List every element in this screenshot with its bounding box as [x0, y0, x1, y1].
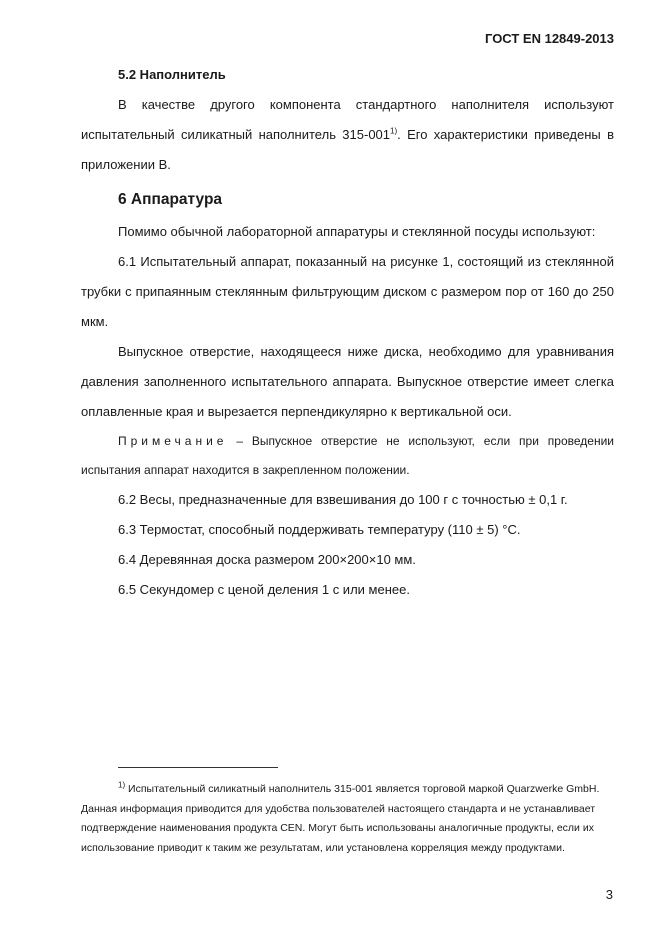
section-5-2-paragraph: [81, 90, 614, 180]
footnote-divider: [118, 767, 278, 768]
filler-text-b: . Его характеристики приведены в приложении В.: [81, 127, 615, 172]
note-text: – Выпускное отверстие не используют, если при проведении испытания аппарат находится в закрепленном положении.: [81, 434, 614, 477]
note-label: Примечание: [118, 434, 228, 448]
section-6-intro: Помимо обычной лабораторной аппаратуры и стеклянной посуды используют:: [118, 224, 596, 239]
document-code: ГОСТ EN 12849-2013: [485, 31, 614, 46]
section-5-2-title: 5.2 Наполнитель: [118, 67, 226, 82]
paragraph-6-3: 6.3 Термостат, способный поддерживать температуру (110 ± 5) °С.: [118, 522, 521, 537]
filler-text-a: В качестве другого компонента стандартного наполнителя используют испытательный силикатный наполнитель 315-001: [81, 97, 614, 142]
section-6-title: 6 Аппаратура: [118, 191, 223, 208]
paragraph-6-4: 6.4 Деревянная доска размером 200×200×10 мм.: [118, 552, 416, 567]
outlet-paragraph: Выпускное отверстие, находящееся ниже диска, необходимо для уравнивания давления заполненного испытательного аппарата. Выпускное отверстие имеет слегка оплавленные края и вырезается перпендикулярно к вертикальной оси.: [81, 344, 614, 419]
document-body: [81, 60, 614, 605]
note-paragraph: [81, 427, 614, 485]
page-number: 3: [605, 887, 613, 902]
footnote-ref: 1): [390, 126, 398, 136]
paragraph-6-1: 6.1 Испытательный аппарат, показанный на рисунке 1, состоящий из стеклянной трубки с припаянным стеклянным фильтрующим диском с размером пор от 160 до 250 мкм.: [81, 254, 614, 329]
footnote-paragraph: [81, 780, 614, 858]
footnote-text: Испытательный силикатный наполнитель 315-001 является торговой маркой Quarzwerke GmbH. Данная информация приводится для удобства пользователей настоящего стандарта и не устанавливает подтверждение наименования продукта CEN. Могут быть использованы аналогичные продукты, если их использование приводит к таким же результатам, или установлена корреляция между продуктами.: [81, 783, 600, 854]
footnote-marker: 1): [118, 780, 126, 790]
paragraph-6-5: 6.5 Секундомер с ценой деления 1 с или менее.: [118, 582, 410, 597]
footnote: [81, 780, 614, 858]
paragraph-6-2: 6.2 Весы, предназначенные для взвешивания до 100 г с точностью ± 0,1 г.: [118, 492, 568, 507]
